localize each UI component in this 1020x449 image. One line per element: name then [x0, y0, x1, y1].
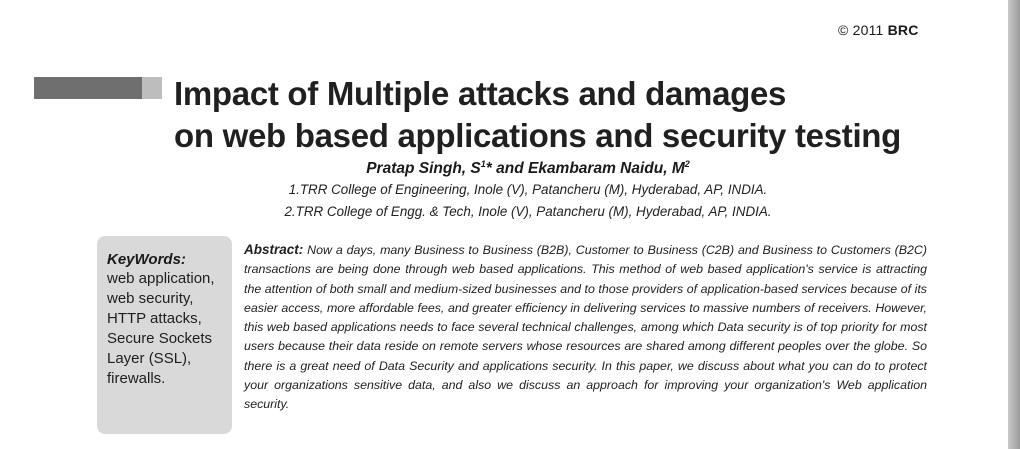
author-1-name: Pratap Singh, S — [366, 160, 481, 178]
keyword-line: Secure Sockets — [107, 330, 213, 347]
keywords-label: KeyWords: — [107, 251, 186, 268]
keyword-line: Layer (SSL), — [107, 350, 192, 367]
title-line-2: on web based applications and security testing — [174, 117, 902, 154]
author-1-sup: 1 — [480, 159, 486, 169]
copyright-notice — [838, 22, 919, 38]
abstract — [244, 240, 927, 415]
abstract-text: Now a days, many Business to Business (B2B), Customer to Business (C2B) and Business to Customers (B2C) transactions are being done through web based applications. This method of web based application's service is attracting the attention of both small and medium-sized businesses and to those providers of application-based services because of its easier access, more affordable fees, and greater efficiency in delivering services to massive numbers of receivers. However, this web based applications needs to face several technical challenges, among which Data security is of top priority for most users because their data reside on remote servers whose resources are shared among different peoples over the globe. So there is a great need of Data Security and applications security. In this paper, we discuss about what you can do to protect your organizations sensitive data, and also we discuss an approach for improving your organization's Web application security. — [244, 243, 928, 412]
keyword-line: web application, — [107, 270, 215, 287]
author-2-sup: 2 — [684, 159, 690, 169]
title-line-1: Impact of Multiple attacks and damages — [174, 75, 787, 112]
affiliation-1: 1.TRR College of Engineering, Inole (V), Patancheru (M), Hyderabad, AP, INDIA. — [288, 182, 768, 197]
page-edge-shadow — [1008, 0, 1020, 449]
keywords-box — [97, 236, 232, 434]
title-accent-bar-dark — [34, 77, 142, 99]
abstract-label: Abstract: — [244, 242, 304, 257]
paper-title — [174, 73, 954, 157]
copyright-prefix: © 2011 — [838, 22, 884, 38]
title-accent-bar-light — [142, 77, 162, 99]
keyword-line: web security, — [107, 290, 194, 307]
affiliation-2: 2.TRR College of Engg. & Tech, Inole (V), Patancheru (M), Hyderabad, AP, INDIA. — [284, 204, 772, 219]
copyright-org: BRC — [887, 22, 919, 38]
keyword-line: HTTP attacks, — [107, 310, 202, 327]
authors — [0, 159, 1020, 178]
keyword-line: firewalls. — [107, 370, 166, 387]
author-2-name: * and Ekambaram Naidu, M — [485, 160, 685, 178]
